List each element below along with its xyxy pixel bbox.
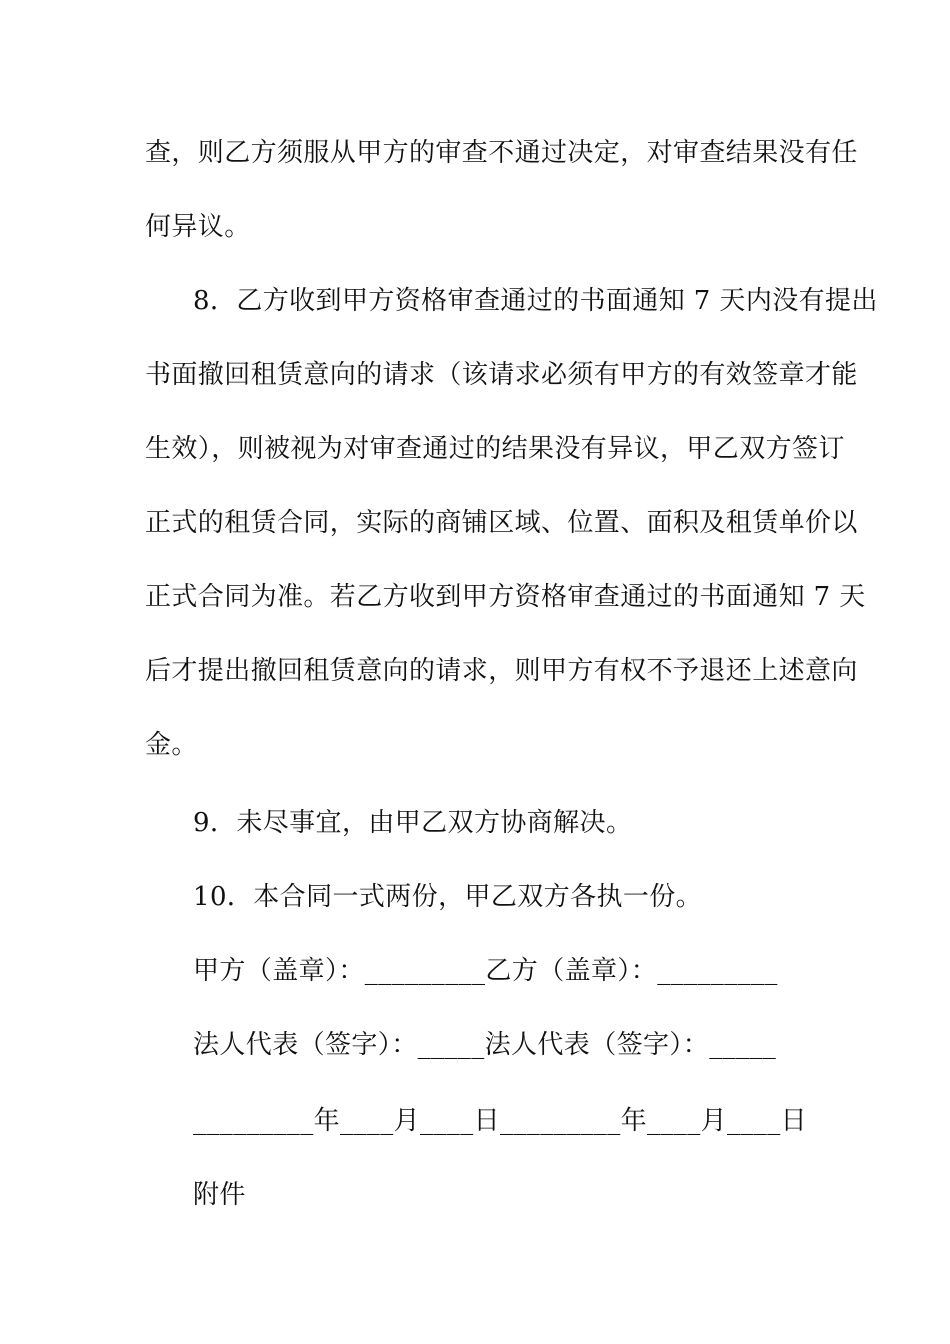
paragraph-line: 后才提出撤回租赁意向的请求，则甲方有权不予退还上述意向 (145, 656, 858, 686)
clause-8-line: 8．乙方收到甲方资格审查通过的书面通知 7 天内没有提出 (193, 286, 878, 316)
clause-10-line: 10．本合同一式两份，甲乙双方各执一份。 (193, 882, 703, 912)
paragraph-line: 查，则乙方须服从甲方的审查不通过决定，对审查结果没有任 (145, 138, 858, 168)
paragraph-line: 正式的租赁合同，实际的商铺区域、位置、面积及租赁单价以 (145, 508, 858, 538)
paragraph-line: 生效），则被视为对审查通过的结果没有异议，甲乙双方签订 (145, 434, 845, 464)
clause-9-line: 9．未尽事宜，由甲乙双方协商解决。 (193, 808, 633, 838)
date-line: _________年____月____日_________年____月____日 (193, 1106, 807, 1136)
legal-rep-signature-line: 法人代表（签字）：_____法人代表（签字）：_____ (193, 1030, 777, 1060)
paragraph-line: 金。 (145, 730, 198, 760)
paragraph-line: 书面撤回租赁意向的请求（该请求必须有甲方的有效签章才能 (145, 360, 858, 390)
paragraph-line: 正式合同为准。若乙方收到甲方资格审查通过的书面通知 7 天 (145, 582, 866, 612)
paragraph-line: 何异议。 (145, 212, 251, 242)
attachment-heading: 附件 (193, 1180, 246, 1210)
party-seal-line: 甲方（盖章）：_________乙方（盖章）：_________ (193, 956, 778, 986)
